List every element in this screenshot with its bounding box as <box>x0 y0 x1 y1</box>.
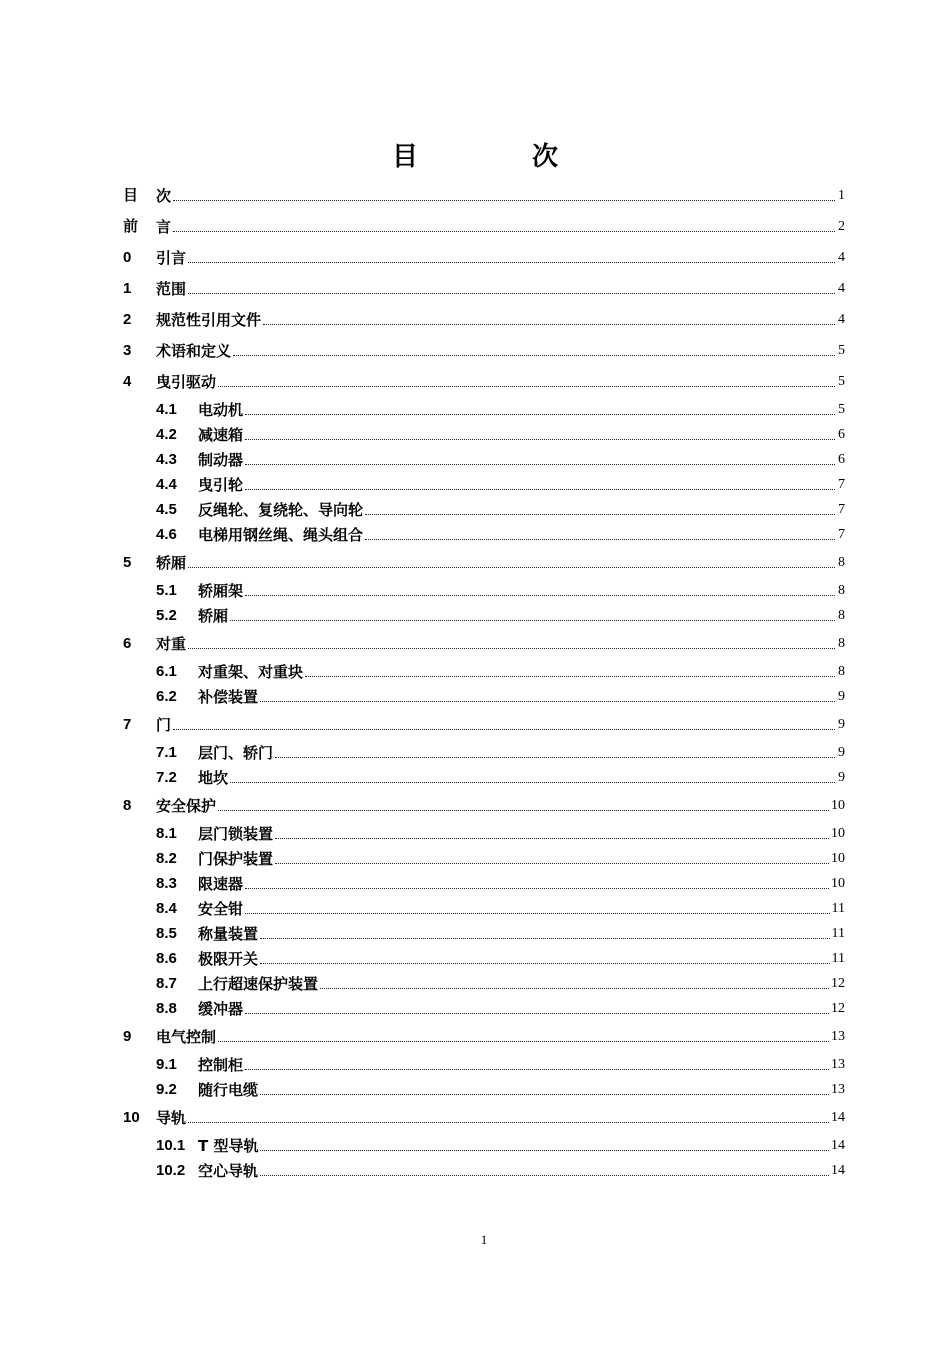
toc-dot-leader <box>230 620 835 621</box>
toc-entry-number: 10.1 <box>156 1136 186 1154</box>
toc-entry-number: 8.1 <box>156 824 177 842</box>
toc-entry[interactable] <box>123 472 845 497</box>
toc-entry-page: 7 <box>838 526 845 542</box>
toc-entry[interactable] <box>123 211 845 242</box>
toc-entry-title: 门 <box>156 715 172 734</box>
toc-entry-page: 10 <box>831 850 845 866</box>
toc-dot-leader <box>245 489 835 490</box>
toc-dot-leader <box>275 757 835 758</box>
toc-entry-number: 5 <box>123 553 132 571</box>
toc-entry-page: 4 <box>838 280 845 296</box>
toc-entry[interactable] <box>123 896 845 921</box>
toc-entry-number: 9 <box>123 1027 132 1045</box>
toc-dot-leader <box>245 464 835 465</box>
toc-entry[interactable] <box>123 709 845 740</box>
toc-entry-page: 9 <box>838 688 845 704</box>
toc-entry-number: 8.2 <box>156 849 177 867</box>
toc-dot-leader <box>218 386 835 387</box>
toc-entry-page: 11 <box>831 900 845 916</box>
toc-dot-leader <box>263 324 835 325</box>
toc-entry[interactable] <box>123 1052 845 1077</box>
toc-entry-title: 上行超速保护装置 <box>198 974 319 993</box>
toc-entry[interactable] <box>123 242 845 273</box>
toc-entry-page: 6 <box>838 426 845 442</box>
toc-entry-number: 10 <box>123 1108 140 1126</box>
toc-entry-title: 对重架、对重块 <box>198 662 304 681</box>
toc-entry[interactable] <box>123 366 845 397</box>
toc-entry-number: 4 <box>123 372 132 390</box>
toc-entry-number: 6.2 <box>156 687 177 705</box>
toc-entry-page: 12 <box>831 975 845 991</box>
toc-entry-title: 导轨 <box>156 1108 187 1127</box>
toc-entry-title: 引言 <box>156 248 187 267</box>
toc-dot-leader <box>260 1175 829 1176</box>
toc-entry-number: 8 <box>123 796 132 814</box>
table-of-contents <box>123 180 845 1183</box>
toc-entry-title: 次 <box>156 186 172 205</box>
toc-entry-page: 8 <box>838 607 845 623</box>
toc-dot-leader <box>245 1069 829 1070</box>
toc-dot-leader <box>260 1094 829 1095</box>
toc-entry-title: 反绳轮、复绕轮、导向轮 <box>198 500 364 519</box>
toc-dot-leader <box>275 838 829 839</box>
toc-entry[interactable] <box>123 1021 845 1052</box>
toc-entry-page: 2 <box>838 218 845 234</box>
toc-entry[interactable] <box>123 790 845 821</box>
toc-entry[interactable] <box>123 846 845 871</box>
toc-entry-title: 对重 <box>156 634 187 653</box>
toc-dot-leader <box>218 810 829 811</box>
toc-entry[interactable] <box>123 497 845 522</box>
toc-entry[interactable] <box>123 765 845 790</box>
toc-entry-title: 轿厢 <box>156 553 187 572</box>
toc-entry-title: 补偿装置 <box>198 687 259 706</box>
toc-entry[interactable] <box>123 180 845 211</box>
toc-entry-title: 限速器 <box>198 874 244 893</box>
toc-entry-page: 14 <box>831 1137 845 1153</box>
toc-entry-number: 前 <box>123 217 139 235</box>
toc-entry-number: 5.2 <box>156 606 177 624</box>
toc-entry-number: 8.5 <box>156 924 177 942</box>
toc-entry[interactable] <box>123 335 845 366</box>
toc-entry[interactable] <box>123 603 845 628</box>
toc-entry-page: 10 <box>831 875 845 891</box>
toc-dot-leader <box>230 782 835 783</box>
toc-entry-number: 8.6 <box>156 949 177 967</box>
toc-entry-title: 地坎 <box>198 768 229 787</box>
toc-entry[interactable] <box>123 522 845 547</box>
toc-dot-leader <box>275 863 829 864</box>
toc-entry-number: 6 <box>123 634 132 652</box>
toc-entry-number: 1 <box>123 279 132 297</box>
toc-entry[interactable] <box>123 1077 845 1102</box>
toc-entry-page: 4 <box>838 311 845 327</box>
toc-dot-leader <box>365 514 835 515</box>
toc-dot-leader <box>188 567 835 568</box>
toc-entry[interactable] <box>123 971 845 996</box>
toc-entry-number: 4.5 <box>156 500 177 518</box>
toc-entry-title: 曳引轮 <box>198 475 244 494</box>
toc-entry-title: 称量装置 <box>198 924 259 943</box>
toc-entry-number: 9.1 <box>156 1055 177 1073</box>
toc-entry-number: 0 <box>123 248 132 266</box>
toc-entry-number: 8.8 <box>156 999 177 1017</box>
toc-entry-page: 8 <box>838 582 845 598</box>
page-number: 1 <box>480 1232 488 1247</box>
toc-entry-page: 7 <box>838 476 845 492</box>
toc-entry-title: 曳引驱动 <box>156 372 217 391</box>
toc-dot-leader <box>245 888 829 889</box>
toc-entry-title: 范围 <box>156 279 187 298</box>
toc-entry-number: 目 <box>123 186 139 204</box>
toc-entry-number: 7.2 <box>156 768 177 786</box>
toc-entry-number: 4.3 <box>156 450 177 468</box>
toc-entry[interactable] <box>123 659 845 684</box>
toc-entry-number: 4.6 <box>156 525 177 543</box>
toc-entry-page: 11 <box>831 950 845 966</box>
toc-entry-page: 13 <box>831 1028 845 1044</box>
toc-entry[interactable] <box>123 397 845 422</box>
toc-entry-page: 5 <box>838 342 845 358</box>
toc-dot-leader <box>245 913 830 914</box>
toc-entry-number: 4.1 <box>156 400 177 418</box>
toc-entry-title: 制动器 <box>198 450 244 469</box>
toc-entry[interactable] <box>123 273 845 304</box>
toc-dot-leader <box>188 262 835 263</box>
toc-dot-leader <box>320 988 829 989</box>
toc-dot-leader <box>233 355 835 356</box>
toc-entry-title: 随行电缆 <box>198 1080 259 1099</box>
toc-entry-page: 11 <box>831 925 845 941</box>
toc-entry[interactable] <box>123 1158 845 1183</box>
toc-entry-title: 术语和定义 <box>156 341 232 360</box>
toc-entry-title: 言 <box>156 217 172 236</box>
toc-entry-title: 安全钳 <box>198 899 244 918</box>
toc-entry-page: 9 <box>838 716 845 732</box>
toc-entry[interactable] <box>123 422 845 447</box>
toc-entry-page: 14 <box>831 1109 845 1125</box>
toc-dot-leader <box>245 414 835 415</box>
toc-entry-title: 电气控制 <box>156 1027 217 1046</box>
toc-entry-number: 4.4 <box>156 475 177 493</box>
page-title: 目 次 <box>391 142 602 172</box>
toc-dot-leader <box>260 963 830 964</box>
toc-entry-page: 12 <box>831 1000 845 1016</box>
toc-entry[interactable] <box>123 1133 845 1158</box>
toc-entry-page: 8 <box>838 663 845 679</box>
toc-entry-page: 5 <box>838 401 845 417</box>
toc-entry-title: 层门、轿门 <box>198 743 274 762</box>
toc-dot-leader <box>188 648 835 649</box>
toc-entry[interactable] <box>123 871 845 896</box>
toc-entry-title: 空心导轨 <box>198 1161 259 1180</box>
toc-entry-title: 规范性引用文件 <box>156 310 262 329</box>
toc-entry-page: 1 <box>838 187 845 203</box>
toc-entry[interactable] <box>123 740 845 765</box>
toc-entry-number: 3 <box>123 341 132 359</box>
toc-entry-number: 5.1 <box>156 581 177 599</box>
toc-entry-page: 10 <box>831 825 845 841</box>
toc-dot-leader <box>173 729 835 730</box>
toc-entry[interactable] <box>123 946 845 971</box>
toc-entry-title: 门保护装置 <box>198 849 274 868</box>
toc-entry-title: 层门锁装置 <box>198 824 274 843</box>
toc-entry[interactable] <box>123 304 845 335</box>
toc-dot-leader <box>245 1013 829 1014</box>
toc-entry[interactable] <box>123 821 845 846</box>
toc-entry-page: 13 <box>831 1056 845 1072</box>
toc-entry-number: 8.4 <box>156 899 177 917</box>
toc-dot-leader <box>173 200 835 201</box>
toc-entry[interactable] <box>123 996 845 1021</box>
toc-entry[interactable] <box>123 547 845 578</box>
toc-entry-number: 9.2 <box>156 1080 177 1098</box>
toc-dot-leader <box>260 701 835 702</box>
toc-dot-leader <box>218 1041 829 1042</box>
toc-entry-title: T 型导轨 <box>198 1136 259 1155</box>
toc-entry-page: 9 <box>838 744 845 760</box>
toc-dot-leader <box>188 293 835 294</box>
toc-entry-title: 轿厢架 <box>198 581 244 600</box>
toc-dot-leader <box>260 1150 829 1151</box>
toc-entry-title: 极限开关 <box>198 949 259 968</box>
toc-dot-leader <box>260 938 830 939</box>
toc-entry-number: 8.3 <box>156 874 177 892</box>
toc-entry[interactable] <box>123 578 845 603</box>
toc-entry[interactable] <box>123 684 845 709</box>
toc-entry-page: 10 <box>831 797 845 813</box>
toc-entry-page: 4 <box>838 249 845 265</box>
toc-entry[interactable] <box>123 447 845 472</box>
toc-entry-number: 8.7 <box>156 974 177 992</box>
toc-entry-page: 8 <box>838 554 845 570</box>
toc-entry-page: 13 <box>831 1081 845 1097</box>
toc-entry-title: 缓冲器 <box>198 999 244 1018</box>
toc-entry-title: 控制柜 <box>198 1055 244 1074</box>
toc-entry-number: 10.2 <box>156 1161 186 1179</box>
toc-dot-leader <box>245 439 835 440</box>
toc-entry[interactable] <box>123 921 845 946</box>
toc-entry-number: 7 <box>123 715 132 733</box>
toc-entry-page: 14 <box>831 1162 845 1178</box>
toc-entry-page: 5 <box>838 373 845 389</box>
toc-dot-leader <box>173 231 835 232</box>
toc-entry-number: 4.2 <box>156 425 177 443</box>
toc-dot-leader <box>188 1122 829 1123</box>
toc-entry-page: 7 <box>838 501 845 517</box>
toc-entry-number: 6.1 <box>156 662 177 680</box>
toc-entry-number: 7.1 <box>156 743 177 761</box>
toc-entry-number: 2 <box>123 310 132 328</box>
toc-entry[interactable] <box>123 1102 845 1133</box>
toc-entry-title: 减速箱 <box>198 425 244 444</box>
toc-dot-leader <box>245 595 835 596</box>
toc-entry-page: 8 <box>838 635 845 651</box>
toc-entry-title: 电梯用钢丝绳、绳头组合 <box>198 525 364 544</box>
toc-entry-page: 9 <box>838 769 845 785</box>
toc-entry[interactable] <box>123 628 845 659</box>
toc-dot-leader <box>365 539 835 540</box>
toc-entry-title: 电动机 <box>198 400 244 419</box>
toc-entry-title: 轿厢 <box>198 606 229 625</box>
toc-entry-page: 6 <box>838 451 845 467</box>
toc-entry-title: 安全保护 <box>156 796 217 815</box>
toc-dot-leader <box>305 676 835 677</box>
